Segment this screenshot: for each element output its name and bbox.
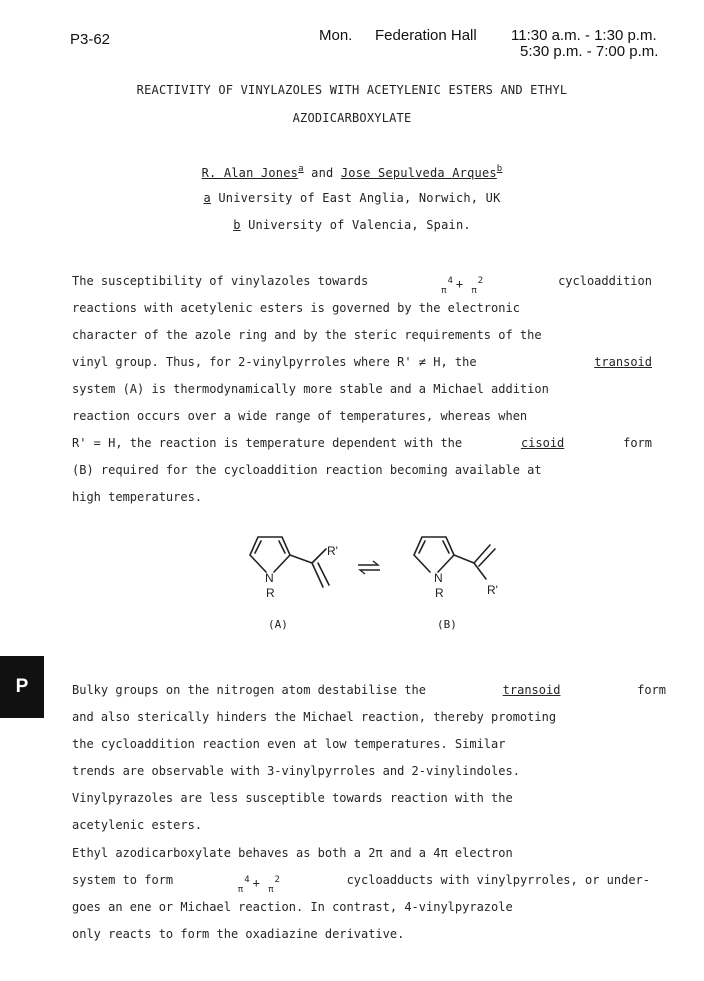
structure-b <box>414 537 495 579</box>
p1-line-1-end: cycloaddition <box>558 274 652 288</box>
title-line-2: AZODICARBOXYLATE <box>292 111 412 125</box>
vinyl-r-bond-a <box>312 549 326 563</box>
session-time-1: 11:30 a.m. - 1:30 p.m. <box>511 27 657 44</box>
forward-arrow <box>358 561 378 565</box>
vinyl-bond-b <box>454 555 474 563</box>
p2-line-3: the cycloaddition reaction even at low temperatures. Similar <box>72 737 506 751</box>
plus-sign-2: + <box>252 876 260 890</box>
pyrrole-ring-a <box>250 537 290 572</box>
equilibrium-scheme <box>230 525 520 640</box>
author-2: Jose Sepulveda Arques <box>340 166 497 180</box>
p1-line-8: (B) required for the cycloaddition reaction becoming available at <box>72 463 542 477</box>
pyrrole-ring-b <box>414 537 454 572</box>
plus-sign: + <box>455 277 464 291</box>
p1-line-5: system (A) is thermodynamically more stable and a Michael addition <box>72 382 549 396</box>
vinyl-bond-a <box>290 555 312 563</box>
vinyl-terminal-a <box>312 563 323 587</box>
p2-line-5: Vinylpyrazoles are less susceptible towards reaction with the <box>72 791 513 805</box>
section-tab: P <box>0 656 44 718</box>
author-1: R. Alan Jones <box>201 166 299 180</box>
p2-line-4: trends are observable with 3-vinylpyrroles and 2-vinylindoles. <box>72 764 520 778</box>
title-line-1: REACTIVITY OF VINYLAZOLES WITH ACETYLENIC ESTERS AND ETHYL <box>136 83 568 97</box>
p3-line-2 <box>72 870 650 897</box>
p1-line-4-start: vinyl group. Thus, for 2-vinylpyrroles where R' ≠ H, the <box>72 355 477 369</box>
authors-line <box>0 164 704 180</box>
p1-line-7 <box>72 433 652 460</box>
nitrogen-a: N <box>265 571 274 585</box>
label-b: (B) <box>437 618 457 631</box>
cisoid-term: cisoid <box>520 436 565 450</box>
electron-count-1: 4 <box>447 276 453 286</box>
p1-line-6: reaction occurs over a wide range of temperatures, whereas when <box>72 409 528 423</box>
authors-joiner: and <box>311 166 334 180</box>
p3-line-4: only reacts to form the oxadiazine derivative. <box>72 927 405 941</box>
vinyl-terminal-b <box>474 545 490 563</box>
nitrogen-b: N <box>434 571 443 585</box>
equilibrium-arrows <box>358 561 380 574</box>
author-2-mark: b <box>496 164 503 174</box>
session-time-2: 5:30 p.m. - 7:00 p.m. <box>520 43 659 60</box>
n-substituent-a: R <box>266 586 275 600</box>
affiliation-a-text: University of East Anglia, Norwich, UK <box>218 191 501 205</box>
label-a: (A) <box>268 618 288 631</box>
structure-a <box>250 537 329 587</box>
affiliation-b <box>0 218 704 232</box>
r-prime-a: R' <box>327 544 338 558</box>
author-1-mark: a <box>298 164 304 174</box>
p1-line-1 <box>72 271 652 298</box>
vinyl-double-a <box>318 563 329 585</box>
p2-line-6: acetylenic esters. <box>72 818 203 832</box>
p2-line-1-start: Bulky groups on the nitrogen atom destabilise the <box>72 683 427 697</box>
vinyl-double-b <box>479 549 495 566</box>
p1-line-4 <box>72 352 652 379</box>
p1-line-2: reactions with acetylenic esters is governed by the electronic <box>72 301 520 315</box>
cycloaddition-notation-2 <box>237 870 283 897</box>
session-day: Mon. <box>319 27 353 44</box>
p3-line-1: Ethyl azodicarboxylate behaves as both a 2π and a 4π electron <box>72 846 513 860</box>
p3-line-2-start: system to form <box>72 873 174 887</box>
pi-symbol-3: π <box>237 885 244 895</box>
p1-line-3: character of the azole ring and by the steric requirements of the <box>72 328 542 342</box>
r-prime-b: R' <box>487 583 498 597</box>
transoid-term: transoid <box>594 355 652 369</box>
affiliation-b-mark: b <box>233 218 241 232</box>
p3-line-2-end: cycloadducts with vinylpyrroles, or under- <box>346 873 650 887</box>
cycloaddition-notation <box>440 271 486 298</box>
electron-count-3: 4 <box>244 875 250 885</box>
transoid-term-2: transoid <box>502 683 561 697</box>
pi-symbol-1: π <box>441 286 447 296</box>
paragraph-3 <box>72 843 650 951</box>
affiliation-a-mark: a <box>203 191 211 205</box>
p2-line-2: and also sterically hinders the Michael reaction, thereby promoting <box>72 710 557 724</box>
affiliation-a <box>0 191 704 205</box>
pi-symbol-4: π <box>268 885 274 895</box>
pi-symbol-2: π <box>471 286 477 296</box>
affiliation-b-text: University of Valencia, Spain. <box>248 218 471 232</box>
session-location: Federation Hall <box>375 27 477 44</box>
p2-line-1 <box>72 680 666 707</box>
p1-line-9: high temperatures. <box>72 490 203 504</box>
p1-line-1-start: The susceptibility of vinylazoles towards <box>72 274 369 288</box>
reverse-arrow <box>360 570 380 574</box>
p1-line-7-end: form <box>623 436 652 450</box>
paragraph-1 <box>72 271 652 514</box>
n-substituent-b: R <box>435 586 444 600</box>
paragraph-2 <box>72 680 666 842</box>
electron-count-4: 2 <box>274 875 280 885</box>
electron-count-2: 2 <box>477 276 484 286</box>
poster-code: P3-62 <box>70 31 111 48</box>
p1-line-7-start: R' = H, the reaction is temperature dependent with the <box>72 436 463 450</box>
p2-line-1-end: form <box>637 683 666 697</box>
p3-line-3: goes an ene or Michael reaction. In contrast, 4-vinylpyrazole <box>72 900 513 914</box>
